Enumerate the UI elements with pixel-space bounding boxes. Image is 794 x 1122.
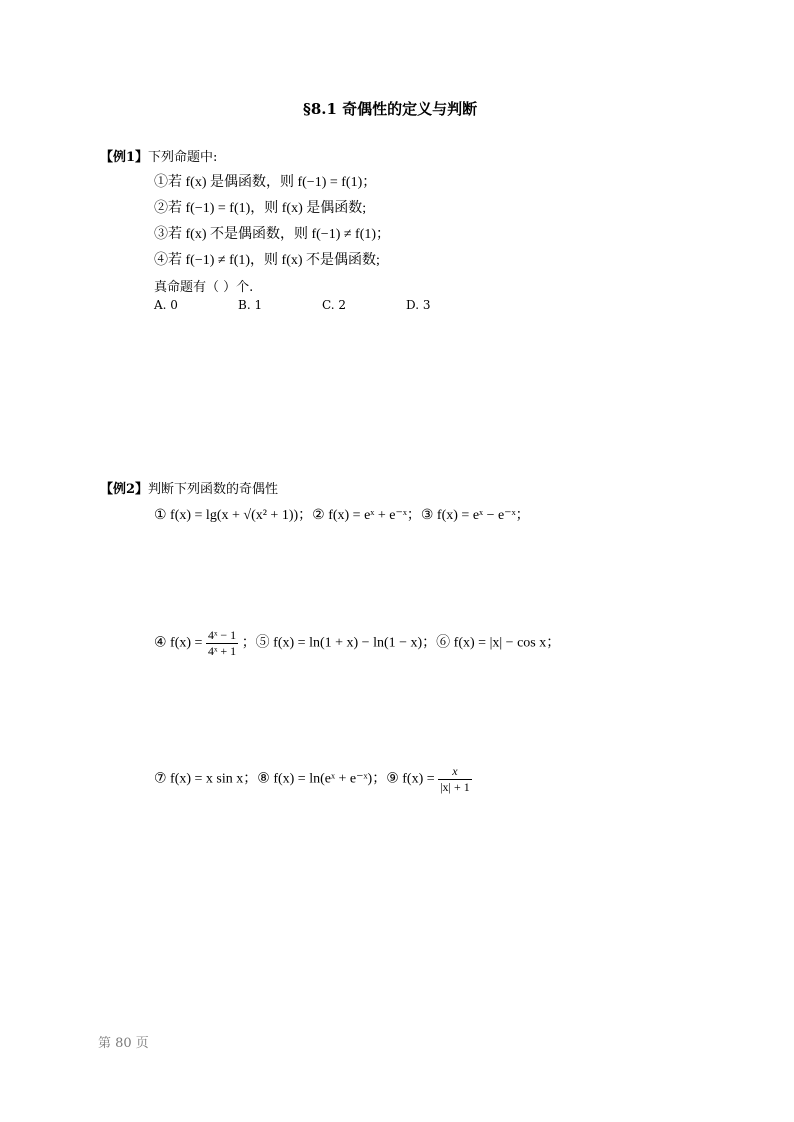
example1-statement-4: ④若 f(−1) ≠ f(1)，则 f(x) 不是偶函数; xyxy=(154,253,380,268)
f4-prefix: ④ f(x) = xyxy=(154,635,203,651)
example1-statement-2: ②若 f(−1) = f(1)，则 f(x) 是偶函数; xyxy=(154,201,367,216)
example2-header xyxy=(100,478,278,497)
f9-fraction xyxy=(438,764,472,795)
functions-row-2 xyxy=(154,628,560,659)
example1-statement-3: ③若 f(x) 不是偶函数，则 f(−1) ≠ f(1)； xyxy=(154,227,391,242)
example1-header xyxy=(100,146,217,165)
page-title: §8.1 奇偶性的定义与判断 xyxy=(303,100,478,118)
functions-row-1: ① f(x) = lg(x + √(x² + 1))；② f(x) = eˣ + e⁻ˣ；③ f(x) = eˣ − e⁻ˣ； xyxy=(154,508,530,523)
option-b: B. 1 xyxy=(238,298,263,312)
example1-label: 【例1】 xyxy=(100,150,149,165)
f7-f9-prefix: ⑦ f(x) = x sin x；⑧ f(x) = ln(eˣ + e⁻ˣ)；⑨ f(x) = xyxy=(154,771,435,787)
f4-denominator: 4ˣ + 1 xyxy=(207,644,237,658)
page-number: 第 80 页 xyxy=(98,1036,149,1051)
option-c: C. 2 xyxy=(322,298,347,312)
example1-statement-1: ①若 f(x) 是偶函数，则 f(−1) = f(1)； xyxy=(154,175,377,190)
f9-numerator: x xyxy=(452,764,458,778)
f4-fraction xyxy=(206,628,238,659)
option-a: A. 0 xyxy=(154,298,178,312)
option-d: D. 3 xyxy=(406,298,431,312)
f9-denominator: |x| + 1 xyxy=(440,780,470,794)
f5-f6-text: ；⑤ f(x) = ln(1 + x) − ln(1 − x)；⑥ f(x) = |x| − cos x； xyxy=(241,635,561,651)
example1-question: 真命题有（ ）个. xyxy=(154,280,254,295)
example2-prompt: 判断下列函数的奇偶性 xyxy=(148,482,279,497)
f4-numerator: 4ˣ − 1 xyxy=(207,628,237,642)
example1-prompt: 下列命题中: xyxy=(148,150,218,165)
functions-row-3 xyxy=(154,764,472,795)
example2-label: 【例2】 xyxy=(100,482,149,497)
